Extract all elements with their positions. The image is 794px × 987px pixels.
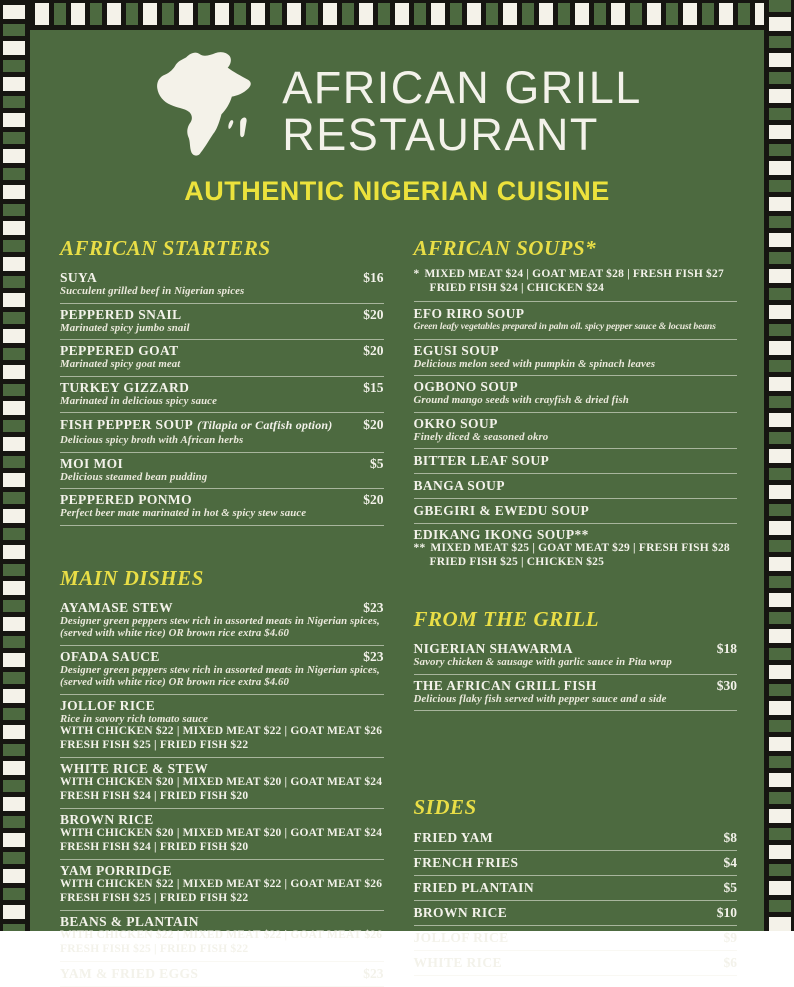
menu-item-price: $30 [717,678,737,693]
section-sides [414,795,738,976]
menu-item-price: $8 [724,830,738,845]
menu-item [60,340,384,377]
menu-item-name: OGBONO SOUP [414,379,519,394]
section-title-mains: MAIN DISHES [60,566,384,590]
menu-item [60,860,384,911]
menu-item-name: FRIED PLANTAIN [414,880,534,895]
menu-item-name: THE AFRICAN GRILL FISH [414,678,597,693]
menu-item-name: EFO RIRO SOUP [414,306,525,321]
menu-item-name: WHITE RICE & STEW [60,761,208,776]
menu-item-desc: Delicious spicy broth with African herbs [60,434,384,447]
menu-column-left [60,236,384,987]
menu-item-name: GBEGIRI & EWEDU SOUP [414,503,590,518]
menu-item-desc: Finely diced & seasoned okro [414,431,738,444]
menu-item-desc: Marinated spicy jumbo snail [60,322,384,335]
menu-item-name: PEPPERED SNAIL [60,307,182,322]
menu-item-options-line1: WITH CHICKEN $20 | MIXED MEAT $20 | GOAT MEAT $24 [60,827,384,841]
menu-item-name-group [60,416,332,434]
menu-item-name: EGUSI SOUP [414,343,499,358]
menu-item [60,413,384,453]
menu-item [60,646,384,695]
item-pricing-line2: FRIED FISH $25 | CHICKEN $25 [414,556,738,570]
menu-item-options-line2: FRESH FISH $24 | FRIED FISH $20 [60,841,384,855]
menu-item-price: $20 [363,417,383,432]
section-starters [60,236,384,526]
menu-item-name: MOI MOI [60,456,123,471]
menu-item-name: BITTER LEAF SOUP [414,453,550,468]
menu-item-name: OFADA SAUCE [60,649,160,664]
section-title-grill: FROM THE GRILL [414,607,738,631]
restaurant-name-line2: RESTAURANT [282,111,642,158]
menu-item-desc: Marinated spicy goat meat [60,358,384,371]
menu-item [60,758,384,809]
menu-item-price: $20 [363,343,383,358]
item-pricing-line1-text: MIXED MEAT $25 | GOAT MEAT $29 | FRESH FISH $28 [430,542,729,554]
menu-item-name: FRIED YAM [414,830,493,845]
menu-item-name: BROWN RICE [414,905,508,920]
restaurant-name [282,64,642,158]
menu-item-name: OKRO SOUP [414,416,498,431]
menu-item [414,826,738,851]
item-pricing-line1 [414,542,738,556]
menu-item [414,413,738,450]
menu-item [414,524,738,574]
checkered-border-right [764,0,794,931]
menu-item-price: $23 [363,966,383,981]
checkered-border-top [30,0,764,30]
menu-item [414,376,738,413]
menu-item-price: $15 [363,380,383,395]
menu-item [414,499,738,524]
menu-item-desc: Savory chicken & sausage with garlic sauce in Pita wrap [414,656,738,669]
menu-item-price: $4 [724,855,738,870]
menu-item-price: $10 [717,905,737,920]
menu-item [414,951,738,976]
menu-item [414,876,738,901]
menu-item [60,304,384,341]
menu-item-price: $20 [363,307,383,322]
menu-item-desc: Designer green peppers stew rich in assorted meats in Nigerian spices, (served with white rice) OR brown rice extra $4.60 [60,664,384,689]
menu-item-price: $20 [363,492,383,507]
menu-item-price: $23 [363,649,383,664]
checkered-border-left [0,0,30,931]
restaurant-name-line1: AFRICAN GRILL [282,64,642,111]
menu-item-price: $18 [717,641,737,656]
section-grill [414,607,738,711]
section-title-soups: AFRICAN SOUPS* [414,236,738,260]
menu-item-price: $5 [724,880,738,895]
menu-item-options-line2: FRESH FISH $25 | FRIED FISH $22 [60,943,384,957]
menu-item-price: $6 [724,955,738,970]
menu-item-desc: Ground mango seeds with crayfish & dried fish [414,394,738,407]
menu-item-name-note: (Tilapia or Catfish option) [197,418,332,432]
menu-item-name: PEPPERED PONMO [60,492,192,507]
menu-item [414,449,738,474]
menu-column-right [414,236,738,987]
menu-item [414,474,738,499]
menu-item-name: PEPPERED GOAT [60,343,179,358]
double-asterisk-marker: ** [414,542,426,554]
menu-content [30,30,764,931]
menu-item-options-line1: WITH CHICKEN $22 | MIXED MEAT $22 | GOAT MEAT $26 [60,878,384,892]
menu-item-name: JOLLOF RICE [60,698,155,713]
menu-item [414,303,738,340]
menu-item-name: FRENCH FRIES [414,855,519,870]
africa-map-icon [152,50,262,171]
menu-item-name: BROWN RICE [60,812,154,827]
menu-item-desc: Delicious steamed bean pudding [60,471,384,484]
menu-item-name: JOLLOF RICE [414,930,509,945]
menu-item-price: $23 [363,600,383,615]
menu-item-desc: Rice in savory rich tomato sauce [60,713,384,726]
menu-item-desc: Succulent grilled beef in Nigerian spices [60,285,384,298]
menu-item [60,962,384,987]
menu-item-desc: Green leafy vegetables prepared in palm oil. spicy pepper sauce & locust beans [414,321,738,334]
menu-item [414,851,738,876]
menu-item-price: $5 [370,456,384,471]
section-title-starters: AFRICAN STARTERS [60,236,384,260]
menu-item-name: EDIKANG IKONG SOUP** [414,527,589,542]
menu-item-options-line1: WITH CHICKEN $20 | MIXED MEAT $20 | GOAT MEAT $24 [60,776,384,790]
soups-pricing-note [414,267,738,302]
menu-item [414,926,738,951]
menu-item-desc: Delicious melon seed with pumpkin & spinach leaves [414,358,738,371]
menu-item-price: $9 [724,930,738,945]
section-mains [60,566,384,987]
menu-item [60,377,384,414]
asterisk-marker: * [414,268,420,280]
soups-pricing-line1-text: MIXED MEAT $24 | GOAT MEAT $28 | FRESH FISH $27 [424,268,723,280]
menu-item [60,267,384,304]
menu-item [60,489,384,526]
menu-columns [30,236,764,987]
menu-item-desc: Marinated in delicious spicy sauce [60,395,384,408]
menu-item-desc: Designer green peppers stew rich in assorted meats in Nigerian spices, (served with white rice) OR brown rice extra $4.60 [60,615,384,640]
menu-item-options-line2: FRESH FISH $24 | FRIED FISH $20 [60,790,384,804]
soups-pricing-line2: FRIED FISH $24 | CHICKEN $24 [414,282,738,296]
restaurant-header [30,50,764,171]
menu-item-options-line1: WITH CHICKEN $22 | MIXED MEAT $22 | GOAT MEAT $26 [60,929,384,943]
menu-item-name: AYAMASE STEW [60,600,173,615]
menu-item [60,911,384,962]
menu-item [414,901,738,926]
menu-item [60,453,384,490]
menu-item [60,809,384,860]
menu-item-name: BEANS & PLANTAIN [60,914,199,929]
menu-item [60,695,384,759]
soups-pricing-line1 [414,268,738,282]
section-title-sides: SIDES [414,795,738,819]
menu-item-options-line1: WITH CHICKEN $22 | MIXED MEAT $22 | GOAT MEAT $26 [60,725,384,739]
menu-item [414,675,738,712]
menu-item-name: TURKEY GIZZARD [60,380,189,395]
menu-item [414,340,738,377]
menu-item-price: $16 [363,270,383,285]
menu-item-name: YAM & FRIED EGGS [60,966,198,981]
menu-item-name: YAM PORRIDGE [60,863,172,878]
menu-item-name: NIGERIAN SHAWARMA [414,641,573,656]
menu-item-desc: Delicious flaky fish served with pepper sauce and a side [414,693,738,706]
menu-item-desc: Perfect beer mate marinated in hot & spicy stew sauce [60,507,384,520]
menu-item [60,597,384,646]
menu-item-name: BANGA SOUP [414,478,505,493]
menu-item-name: WHITE RICE [414,955,502,970]
menu-item [414,638,738,675]
menu-item-name: SUYA [60,270,97,285]
menu-item-name: FISH PEPPER SOUP [60,417,193,432]
restaurant-tagline: AUTHENTIC NIGERIAN CUISINE [30,176,764,207]
menu-item-options-line2: FRESH FISH $25 | FRIED FISH $22 [60,739,384,753]
section-soups [414,236,738,574]
menu-item-options-line2: FRESH FISH $25 | FRIED FISH $22 [60,892,384,906]
